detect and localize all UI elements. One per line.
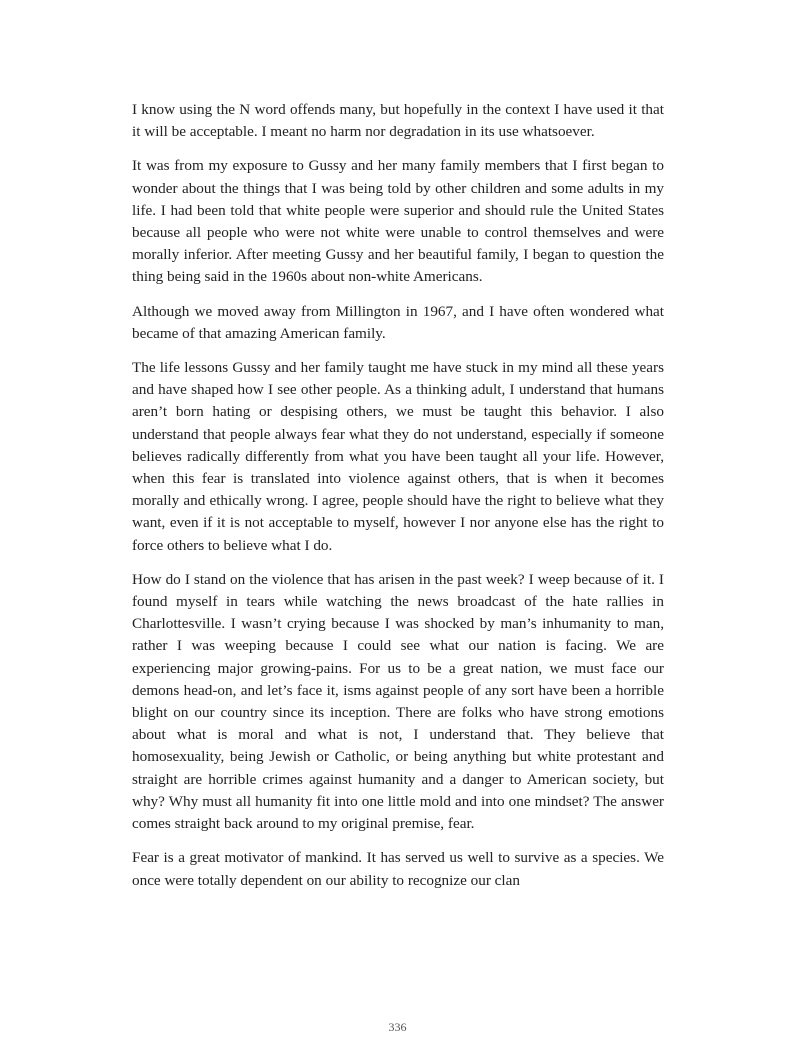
paragraph-4: The life lessons Gussy and her family taught me have stuck in my mind all these years and have shaped how I see other people. As a thinking adult, I understand that humans aren’t born hating or despising others, we must be taught this behavior. I also understand that people always fear what they do not understand, especially if someone believes radically differently from what you have been taught all your life. However, when this fear is translated into violence against others, that is when it becomes morally and ethically wrong. I agree, people should have the right to believe what they want, even if it is not acceptable to myself, however I nor anyone else has the right to force others to believe what I do. [132,359,664,554]
paragraph-5: How do I stand on the violence that has arisen in the past week? I weep because of it. I found myself in tears while watching the news broadcast of the hate rallies in Charlottesville. I wasn’t crying because I was shocked by man’s inhumanity to man, rather I was weeping because I could see what our nation is facing. We are experiencing major growing-pains. For us to be a great nation, we must face our demons head-on, and let’s face it, isms against people of any sort have been a horrible blight on our country since its inception. There are folks who have strong emotions about what is moral and what is not, I understand that. They believe that homosexuality, being Jewish or Catholic, or being anything but white protestant and straight are horrible crimes against humanity and a danger to American society, but why? Why must all humanity fit into one little mold and into one mindset? The answer comes straight back around to my original premise, fear. [132,570,664,833]
paragraph-3: Although we moved away from Millington in 1967, and I have often wondered what became of that amazing American family. [132,302,664,342]
paragraph-6: Fear is a great motivator of mankind. It has served us well to survive as a species. We once were totally dependent on our ability to recognize our clan [132,849,664,889]
body-text [132,99,664,904]
page-number: 336 [388,1020,407,1034]
paragraph-2: It was from my exposure to Gussy and her many family members that I first began to wonder about the things that I was being told by other children and some adults in my life. I had been told that white people were superior and should rule the United States because all people who were not white were unable to control themselves and were morally inferior. After meeting Gussy and her beautiful family, I began to question the thing being said in the 1960s about non-white Americans. [132,157,664,286]
paragraph-1: I know using the N word offends many, but hopefully in the context I have used it that it will be acceptable. I meant no harm nor degradation in its use whatsoever. [132,101,664,141]
